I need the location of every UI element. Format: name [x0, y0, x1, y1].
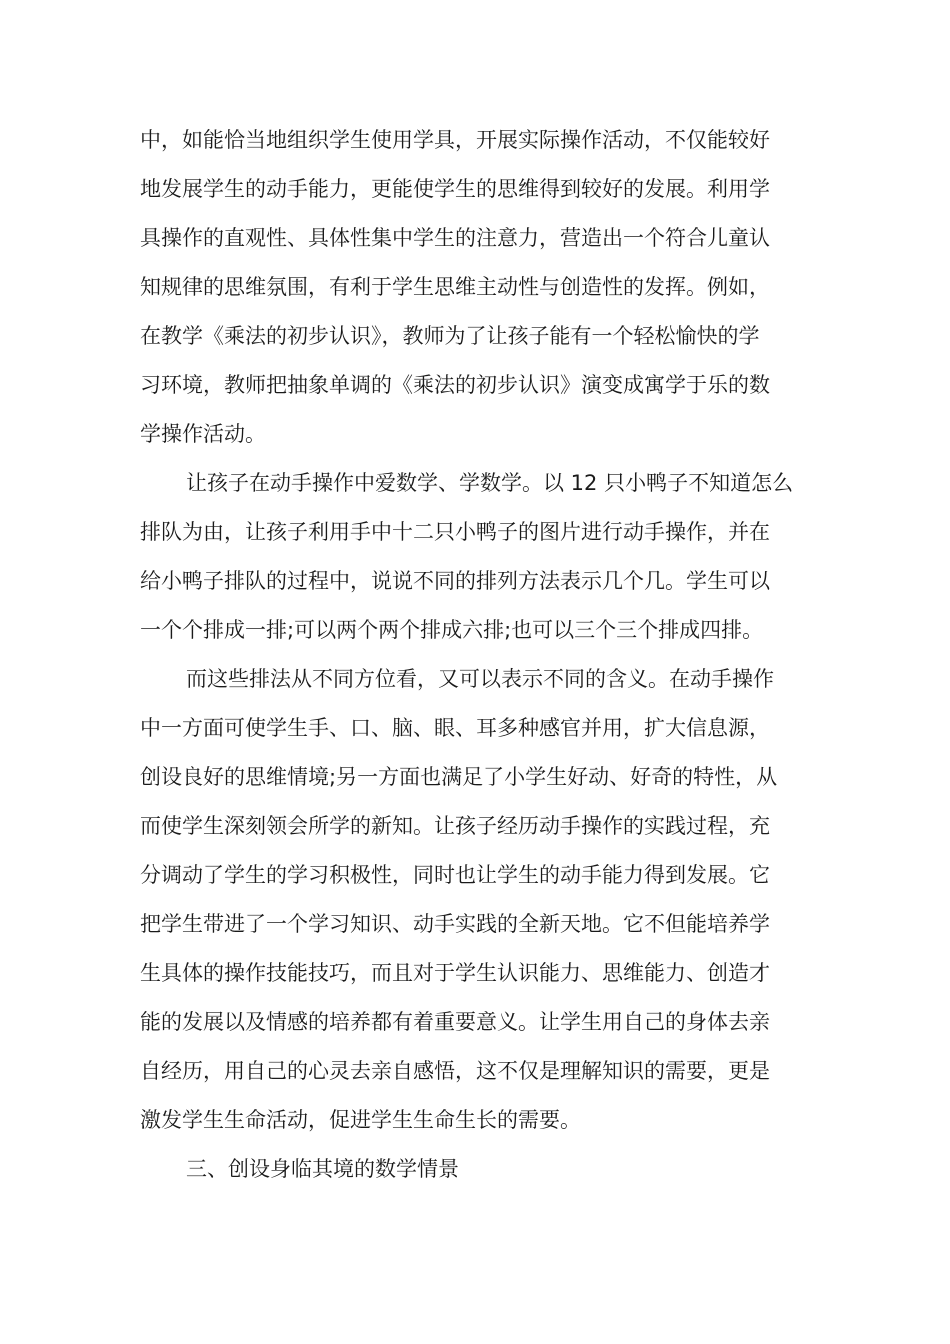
text-line: 自经历，用自己的心灵去亲自感悟，这不仅是理解知识的需要，更是 — [140, 1059, 770, 1083]
text-line: 而使学生深刻领会所学的新知。让孩子经历动手操作的实践过程，充 — [140, 814, 770, 838]
text-line: 分调动了学生的学习积极性，同时也让学生的动手能力得到发展。它 — [140, 863, 770, 887]
text-line: 一个个排成一排;可以两个两个排成六排;也可以三个三个排成四排。 — [140, 618, 764, 642]
paragraph-1 — [140, 116, 820, 459]
text-line: 生具体的操作技能技巧，而且对于学生认识能力、思维能力、创造才 — [140, 961, 770, 985]
text-line: 激发学生生命活动，促进学生生命生长的需要。 — [140, 1108, 581, 1132]
document-body — [140, 116, 820, 1194]
text-line: 能的发展以及情感的培养都有着重要意义。让学生用自己的身体去亲 — [140, 1010, 770, 1034]
text-line: 习环境，教师把抽象单调的《乘法的初步认识》演变成寓学于乐的数 — [140, 373, 770, 397]
text-line: 排队为由，让孩子利用手中十二只小鸭子的图片进行动手操作，并在 — [140, 520, 770, 544]
paragraph-3 — [140, 655, 820, 1145]
text-line: 把学生带进了一个学习知识、动手实践的全新天地。它不但能培养学 — [140, 912, 770, 936]
text-line: 创设良好的思维情境;另一方面也满足了小学生好动、好奇的特性，从 — [140, 765, 778, 789]
text-line: 让孩子在动手操作中爱数学、学数学。以 12 只小鸭子不知道怎么 — [186, 471, 794, 495]
paragraph-2 — [140, 459, 820, 655]
text-line: 地发展学生的动手能力，更能使学生的思维得到较好的发展。利用学 — [140, 177, 770, 201]
section-heading — [140, 1145, 820, 1194]
text-line: 具操作的直观性、具体性集中学生的注意力，营造出一个符合儿童认 — [140, 226, 770, 250]
text-line: 知规律的思维氛围，有利于学生思维主动性与创造性的发挥。例如， — [140, 275, 770, 299]
text-line: 学操作活动。 — [140, 422, 266, 446]
text-line: 中，如能恰当地组织学生使用学具，开展实际操作活动，不仅能较好 — [140, 128, 770, 152]
text-line: 中一方面可使学生手、口、脑、眼、耳多种感官并用，扩大信息源， — [140, 716, 770, 740]
text-line: 给小鸭子排队的过程中，说说不同的排列方法表示几个几。学生可以 — [140, 569, 770, 593]
text-line: 而这些排法从不同方位看，又可以表示不同的含义。在动手操作 — [186, 667, 774, 691]
text-line: 在教学《乘法的初步认识》，教师为了让孩子能有一个轻松愉快的学 — [140, 324, 760, 348]
heading-line: 三、创设身临其境的数学情景 — [186, 1157, 459, 1181]
